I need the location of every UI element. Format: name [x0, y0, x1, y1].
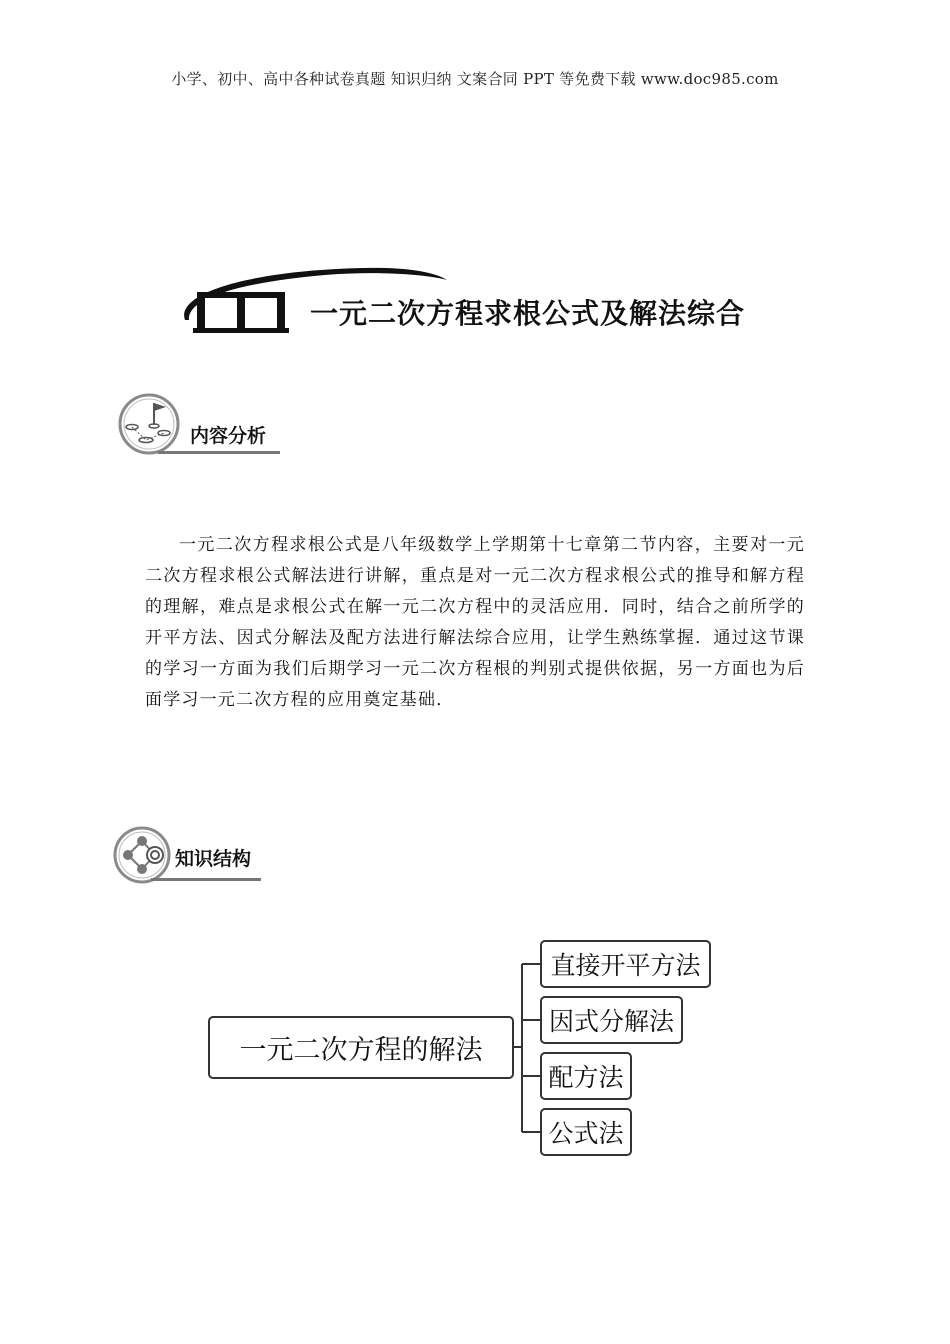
section-label-content-analysis: 内容分析: [190, 425, 267, 447]
section-underline: [151, 878, 261, 881]
intro-paragraph: 一元二次方程求根公式是八年级数学上学期第十七章第二节内容，主要对一元二次方程求根公式解法进行讲解，重点是对一元二次方程求根公式的推导和解方程的理解，难点是求根公式在解一元二次方程中的灵活应用．同时，结合之前所学的开平方法、因式分解法及配方法进行解法综合应用，让学生熟练掌握．通过这节课的学习一方面为我们后期学习一元二次方程根的判别式提供依据，另一方面也为后面学习一元二次方程的应用奠定基础．: [145, 535, 805, 710]
mindmap-node-formula: 公式法: [540, 1108, 632, 1156]
mindmap-node-direct-square-root: 直接开平方法: [540, 940, 711, 988]
mindmap-node-completing-square: 配方法: [540, 1052, 632, 1100]
section-knowledge-structure: [113, 826, 273, 886]
section-underline: [158, 451, 280, 454]
section-label-knowledge-structure: 知识结构: [175, 848, 252, 870]
flag-target-icon: [118, 393, 180, 455]
section-content-analysis: [118, 393, 288, 458]
mindmap-node-factorization: 因式分解法: [540, 996, 683, 1044]
mindmap-root-node: 一元二次方程的解法: [208, 1016, 514, 1079]
network-target-icon: [113, 826, 171, 884]
page-title: 一元二次方程求根公式及解法综合: [310, 297, 746, 330]
title-banner: [175, 262, 775, 342]
page-header: 小学、初中、高中各种试卷真题 知识归纳 文案合同 PPT 等免费下载 www.doc985.com: [171, 70, 779, 88]
